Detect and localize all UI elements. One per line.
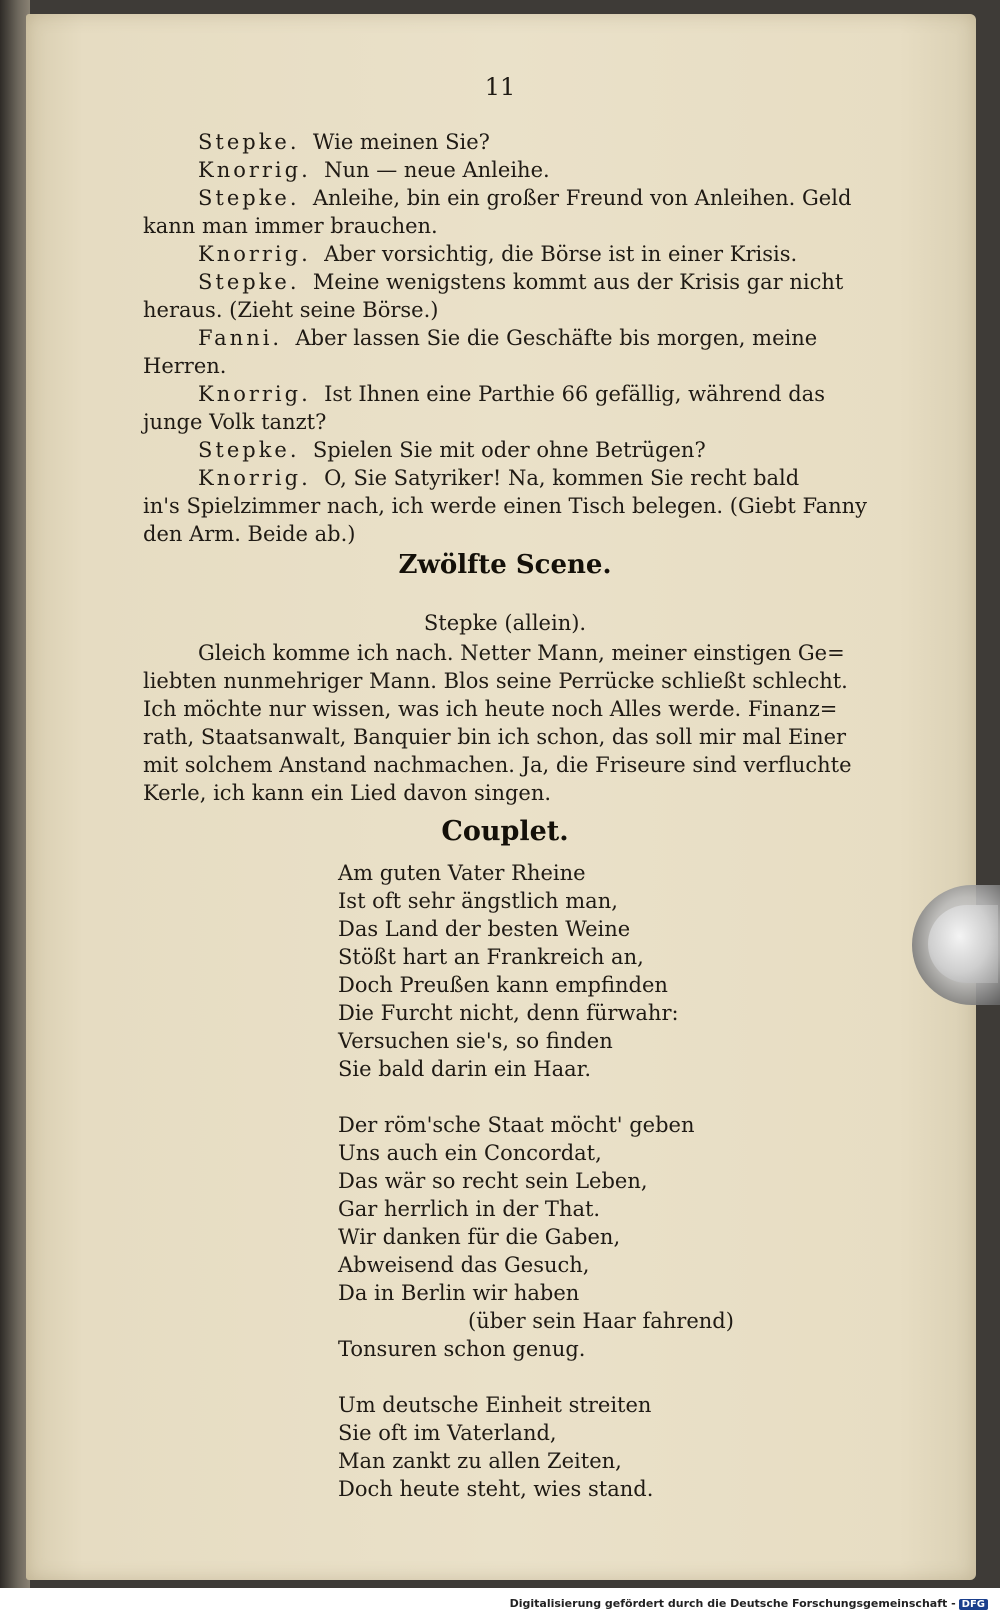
dialogue-line (198, 465, 799, 492)
speaker-name: Knorrig. (198, 382, 311, 406)
verse-line: Uns auch ein Concordat, (338, 1141, 602, 1165)
speaker-name: Stepke. (198, 270, 300, 294)
dialogue-text: O, Sie Satyriker! Na, kommen Sie recht bald (324, 466, 800, 490)
verse-line: Das Land der besten Weine (338, 917, 631, 941)
verse-line: Stößt hart an Frankreich an, (338, 945, 644, 969)
dialogue-text: junge Volk tanzt? (143, 410, 327, 434)
dialogue-line (198, 157, 550, 184)
monologue-line: Kerle, ich kann ein Lied davon singen. (143, 781, 552, 805)
footer-text: Digitalisierung gefördert durch die Deutsche Forschungsgemeinschaft - (509, 1597, 956, 1610)
dialogue-text: Spielen Sie mit oder ohne Betrügen? (312, 438, 706, 462)
verse-line: Man zankt zu allen Zeiten, (338, 1449, 622, 1473)
dialogue-text: Nun — neue Anleihe. (324, 158, 550, 182)
verse-line: Doch heute steht, wies stand. (338, 1477, 654, 1501)
monologue-line: rath, Staatsanwalt, Banquier bin ich schon, das soll mir mal Einer (143, 725, 847, 749)
verse-line: Gar herrlich in der That. (338, 1197, 601, 1221)
dialogue-text: heraus. (Zieht seine Börse.) (143, 298, 439, 322)
speaker-name: Fanni. (198, 326, 283, 350)
verse-line: Der röm'sche Staat möcht' geben (338, 1113, 695, 1137)
dialogue-text: Anleihe, bin ein großer Freund von Anleihen. Geld (312, 186, 852, 210)
verse-line: Abweisend das Gesuch, (338, 1253, 590, 1277)
stage-direction: (über sein Haar fahrend) (468, 1309, 734, 1333)
verse-line: Wir danken für die Gaben, (338, 1225, 621, 1249)
dialogue-text: Herren. (143, 354, 227, 378)
dialogue-line (198, 325, 817, 352)
verse-line: Versuchen sie's, so finden (338, 1029, 613, 1053)
page-number: 11 (484, 73, 516, 101)
speaker-name: Knorrig. (198, 158, 311, 182)
verse-line: Doch Preußen kann empfinden (338, 973, 668, 997)
verse-line: Das wär so recht sein Leben, (338, 1169, 648, 1193)
verse-line: Sie oft im Vaterland, (338, 1421, 557, 1445)
dialogue-text: Ist Ihnen eine Parthie 66 gefällig, während das (324, 382, 825, 406)
speaker-name: Knorrig. (198, 242, 311, 266)
verse-line: Tonsuren schon genug. (338, 1337, 586, 1361)
verse-line: Um deutsche Einheit streiten (338, 1393, 652, 1417)
dialogue-text: Aber vorsichtig, die Börse ist in einer Krisis. (324, 242, 798, 266)
scene-speaker: Stepke (allein). (423, 611, 587, 635)
page-clip-highlight (928, 905, 998, 983)
speaker-name: Knorrig. (198, 466, 311, 490)
dialogue-line (198, 437, 706, 464)
dialogue-text: Aber lassen Sie die Geschäfte bis morgen, meine (295, 326, 818, 350)
verse-line: Die Furcht nicht, denn fürwahr: (338, 1001, 679, 1025)
verse-line: Da in Berlin wir haben (338, 1281, 580, 1305)
dialogue-text: kann man immer brauchen. (143, 214, 438, 238)
speaker-name: Stepke. (198, 186, 300, 210)
verse-line: Am guten Vater Rheine (338, 861, 586, 885)
dialogue-line (198, 381, 825, 408)
dialogue-line (198, 241, 797, 268)
monologue-line: mit solchem Anstand nachmachen. Ja, die Friseure sind verfluchte (143, 753, 852, 777)
speaker-name: Stepke. (198, 438, 300, 462)
dialogue-text: Wie meinen Sie? (312, 130, 490, 154)
funding-footer (510, 1597, 988, 1610)
monologue-line: Ich möchte nur wissen, was ich heute noch Alles werde. Finanz= (143, 697, 838, 721)
verse-line: Ist oft sehr ängstlich man, (338, 889, 618, 913)
dfg-logo: DFG (959, 1599, 988, 1610)
scene-heading: Zwölfte Scene. (398, 550, 612, 580)
dialogue-line (198, 129, 490, 156)
dialogue-text: Meine wenigstens kommt aus der Krisis gar nicht (312, 270, 844, 294)
speaker-name: Stepke. (198, 130, 300, 154)
couplet-heading: Couplet. (441, 816, 569, 847)
dialogue-text: den Arm. Beide ab.) (143, 522, 356, 546)
monologue-line: Gleich komme ich nach. Netter Mann, meiner einstigen Ge= (198, 641, 845, 665)
dialogue-text: in's Spielzimmer nach, ich werde einen Tisch belegen. (Giebt Fanny (143, 494, 868, 518)
monologue-line: liebten nunmehriger Mann. Blos seine Perrücke schließt schlecht. (143, 669, 848, 693)
dialogue-line (198, 185, 851, 212)
dialogue-line (198, 269, 843, 296)
verse-line: Sie bald darin ein Haar. (338, 1057, 592, 1081)
